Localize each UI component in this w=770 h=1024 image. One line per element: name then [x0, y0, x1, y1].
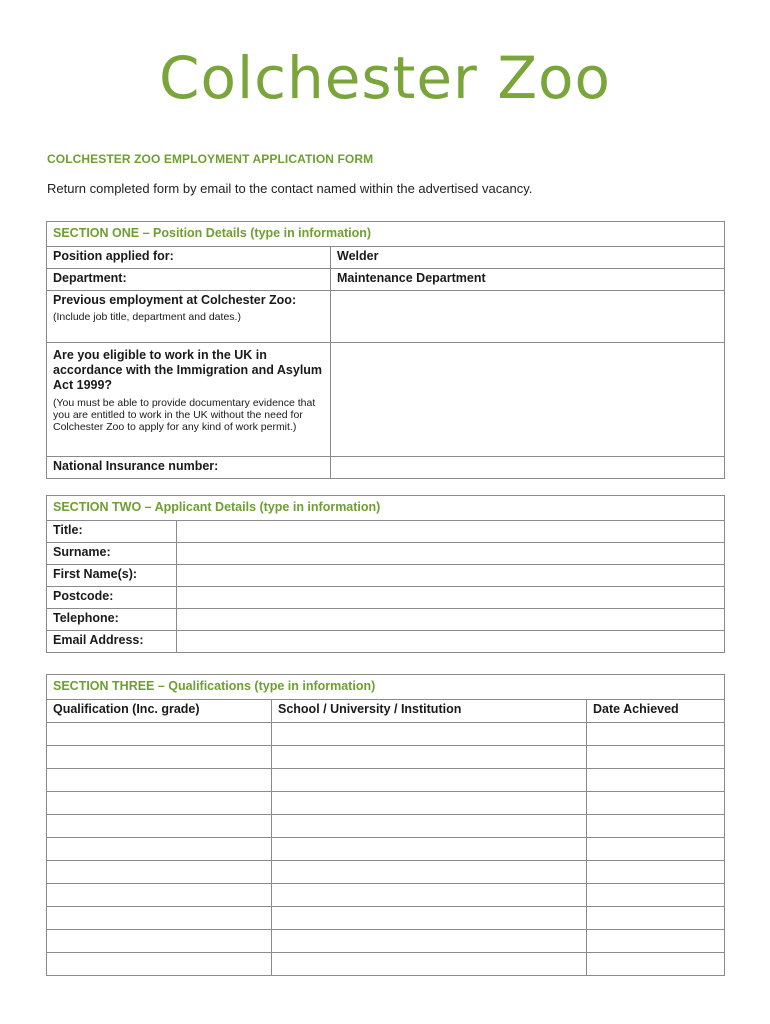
surname-label: Surname: [47, 543, 177, 565]
date-cell[interactable] [587, 792, 725, 815]
previous-employment-field[interactable] [331, 291, 725, 343]
position-field[interactable]: Welder [331, 247, 725, 269]
title-field[interactable] [177, 521, 725, 543]
qualification-row [47, 746, 725, 769]
date-achieved-column-header: Date Achieved [587, 700, 725, 723]
qualification-row [47, 723, 725, 746]
qualification-row [47, 907, 725, 930]
school-cell[interactable] [272, 953, 587, 976]
colchester-zoo-logo: Colchester Zoo [158, 44, 612, 112]
first-name-label: First Name(s): [47, 565, 177, 587]
date-cell[interactable] [587, 769, 725, 792]
qualification-row [47, 815, 725, 838]
qualification-column-header: Qualification (Inc. grade) [47, 700, 272, 723]
qualification-cell[interactable] [47, 746, 272, 769]
postcode-field[interactable] [177, 587, 725, 609]
school-column-header: School / University / Institution [272, 700, 587, 723]
qualification-cell[interactable] [47, 953, 272, 976]
qualification-row [47, 838, 725, 861]
uk-eligibility-label: Are you eligible to work in the UK in accordance with the Immigration and Asylum Act 1999? (You must be able to provide documentary evidence that you are entitled to work in the UK without the need for Colchester Zoo to apply for any kind of work permit.) [47, 343, 331, 457]
date-cell[interactable] [587, 815, 725, 838]
date-cell[interactable] [587, 838, 725, 861]
email-label: Email Address: [47, 631, 177, 653]
qualification-cell[interactable] [47, 723, 272, 746]
intro-text: Return completed form by email to the contact named within the advertised vacancy. [47, 181, 533, 196]
surname-field[interactable] [177, 543, 725, 565]
title-label: Title: [47, 521, 177, 543]
school-cell[interactable] [272, 861, 587, 884]
school-cell[interactable] [272, 907, 587, 930]
school-cell[interactable] [272, 723, 587, 746]
date-cell[interactable] [587, 907, 725, 930]
qualification-cell[interactable] [47, 907, 272, 930]
qualification-row [47, 930, 725, 953]
telephone-field[interactable] [177, 609, 725, 631]
date-cell[interactable] [587, 884, 725, 907]
school-cell[interactable] [272, 746, 587, 769]
date-cell[interactable] [587, 930, 725, 953]
section-two-table [46, 495, 725, 653]
section-one-heading: SECTION ONE – Position Details (type in information) [47, 222, 725, 247]
date-cell[interactable] [587, 861, 725, 884]
school-cell[interactable] [272, 838, 587, 861]
qualification-row [47, 769, 725, 792]
department-label: Department: [47, 269, 331, 291]
school-cell[interactable] [272, 792, 587, 815]
previous-employment-note: (Include job title, department and dates.) [53, 311, 241, 323]
qualification-cell[interactable] [47, 815, 272, 838]
date-cell[interactable] [587, 746, 725, 769]
qualification-row [47, 861, 725, 884]
qualification-cell[interactable] [47, 838, 272, 861]
date-cell[interactable] [587, 953, 725, 976]
qualification-cell[interactable] [47, 769, 272, 792]
department-field[interactable]: Maintenance Department [331, 269, 725, 291]
section-two-heading: SECTION TWO – Applicant Details (type in information) [47, 496, 725, 521]
qualification-cell[interactable] [47, 792, 272, 815]
previous-employment-label: Previous employment at Colchester Zoo: (Include job title, department and dates.) [47, 291, 331, 343]
postcode-label: Postcode: [47, 587, 177, 609]
school-cell[interactable] [272, 769, 587, 792]
school-cell[interactable] [272, 930, 587, 953]
uk-eligibility-field[interactable] [331, 343, 725, 457]
position-label: Position applied for: [47, 247, 331, 269]
school-cell[interactable] [272, 884, 587, 907]
section-three-table [46, 674, 725, 976]
first-name-field[interactable] [177, 565, 725, 587]
uk-eligibility-note: (You must be able to provide documentary evidence that you are entitled to work in the UK without the need for Colchester Zoo to apply for any kind of work permit.) [53, 397, 316, 433]
qualification-cell[interactable] [47, 930, 272, 953]
telephone-label: Telephone: [47, 609, 177, 631]
qualification-cell[interactable] [47, 884, 272, 907]
section-one-table [46, 221, 725, 479]
qualification-row [47, 953, 725, 976]
ni-number-field[interactable] [331, 457, 725, 479]
qualification-row [47, 792, 725, 815]
school-cell[interactable] [272, 815, 587, 838]
qualification-cell[interactable] [47, 861, 272, 884]
date-cell[interactable] [587, 723, 725, 746]
section-three-heading: SECTION THREE – Qualifications (type in information) [47, 675, 725, 700]
qualification-row [47, 884, 725, 907]
ni-number-label: National Insurance number: [47, 457, 331, 479]
form-title: COLCHESTER ZOO EMPLOYMENT APPLICATION FORM [47, 152, 374, 166]
email-field[interactable] [177, 631, 725, 653]
